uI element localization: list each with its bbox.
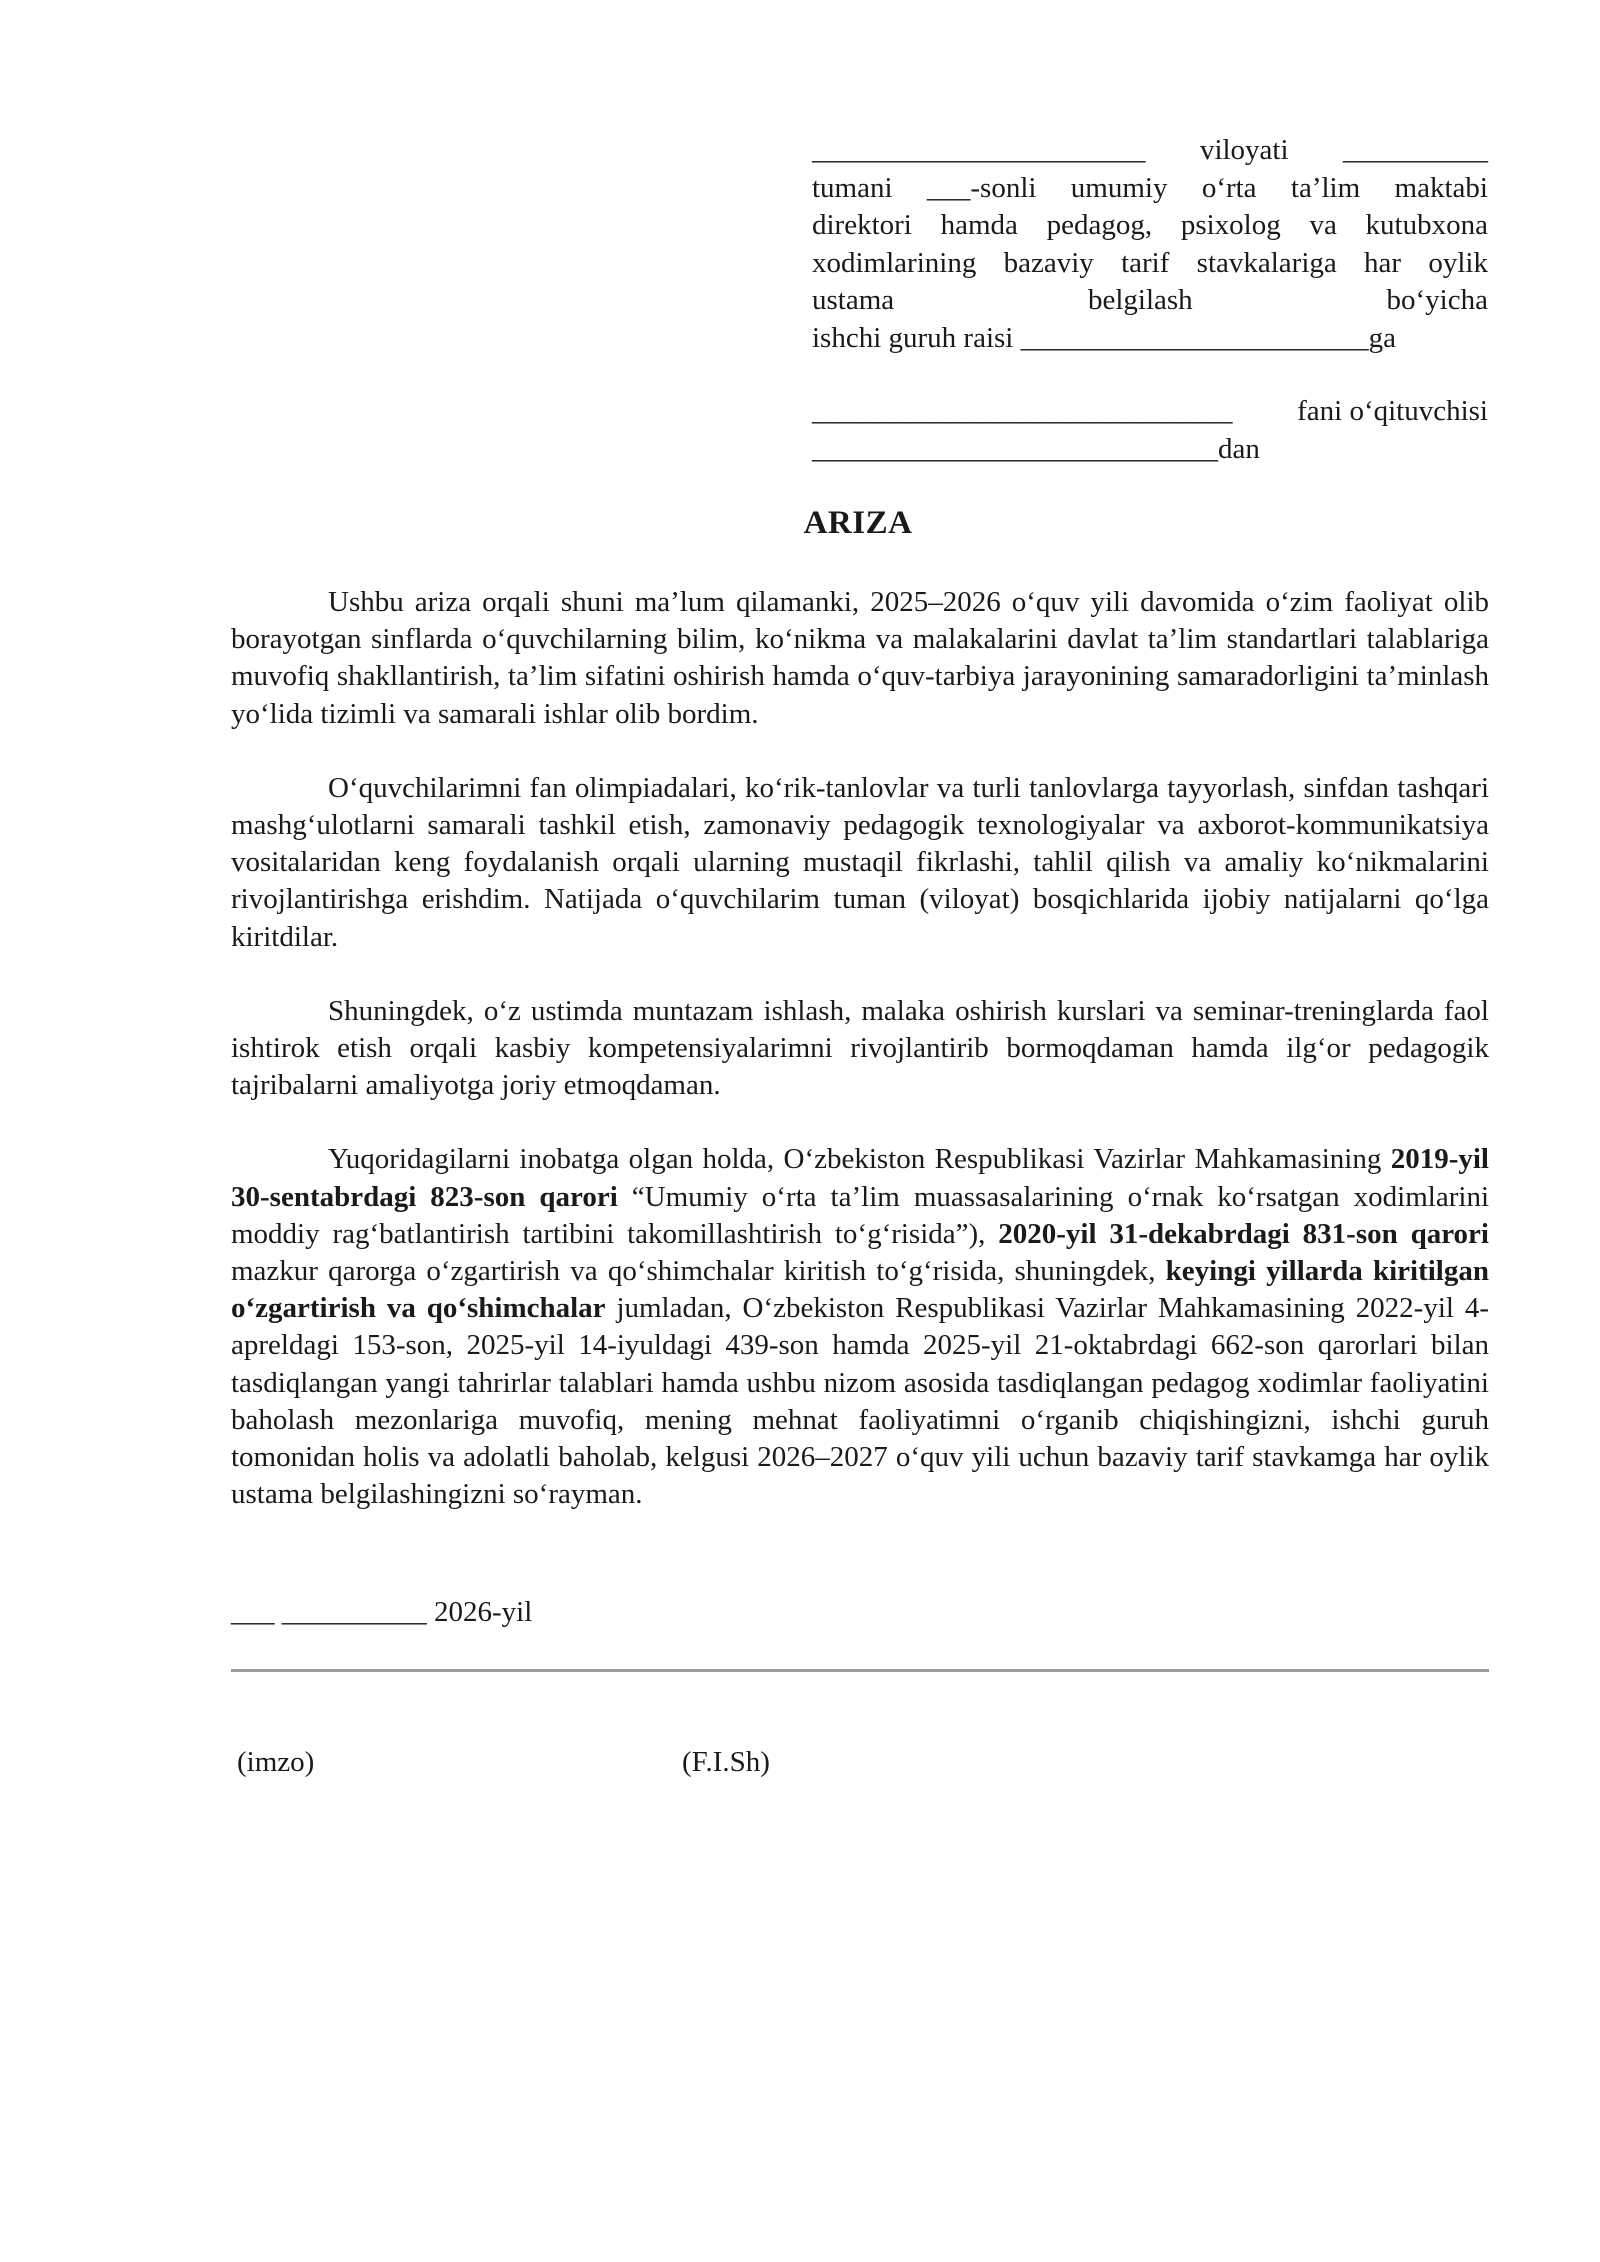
word: har (1364, 246, 1402, 279)
word: o‘rta (1201, 171, 1257, 204)
word: ustama (812, 284, 895, 316)
word: umumiy (1070, 171, 1168, 204)
word: tumani (812, 171, 893, 204)
signature-label: (imzo) (237, 1746, 315, 1778)
region-blank-2: __________ (1342, 134, 1488, 166)
addressee-line-4 (812, 245, 1488, 283)
word: bo‘yicha (1386, 284, 1488, 316)
region-blank: _______________________ (812, 134, 1146, 166)
paragraph-4 (231, 1141, 1489, 1513)
document-title: ARIZA (803, 505, 913, 541)
region-word: viloyati (1199, 134, 1289, 166)
paragraph-3: Shuningdek, o‘z ustimda muntazam ishlash, malaka oshirish kurslari va seminar-treninglarda faol ishtirok etish orqali kasbiy kompetensiyalarimni rivojlantirib bormoqdaman hamda ilg‘or pedagogik tajribalarni amaliyotga joriy etmoqdaman. (231, 994, 1489, 1102)
word: maktabi (1394, 171, 1488, 204)
document-body (231, 584, 1489, 1550)
paragraph-4-text: jumladan, O‘zbekiston Respublikasi Vazirlar Mahkamasining 2022-yil 4-apreldagi 153-son, 2025-yil 14-iyuldagi 439-son hamda 2025-yil 21-oktabrdagi 662-son qarorlari bilan tasdiqlangan yangi tahrirlar talablari hamda ushbu nizom asosida tasdiqlangan pedagog xodimlar faoliyatini baholash mezonlariga muvofiq, mening mehnat faoliyatimni o‘rganib chiqishingizni, ishchi guruh tomonidan holis va adolatli baholab, kelgusi 2026–2027 o‘quv yili uchun bazaviy tarif stavkamga har oylik ustama belgilashingizni so‘rayman. (231, 1292, 1489, 1511)
addressee-line-6 (812, 320, 1488, 358)
sender-block (812, 393, 1488, 468)
full-name-label: (F.I.Sh) (682, 1746, 770, 1778)
chair-name-line: ishchi guruh raisi ________________________ga (812, 321, 1396, 354)
addressee-line-3 (812, 207, 1488, 245)
paragraph-1: Ushbu ariza orqali shuni ma’lum qilamanki, 2025–2026 o‘quv yili davomida o‘zim faoliyat olib borayotgan sinflarda o‘quvchilarning bilim, ko‘nikma va malakalarini davlat ta’lim standartlari talablariga muvofiq shakllantirish, ta’lim sifatini oshirish hamda o‘quv-tarbiya jarayonining samaradorligini ta’minlash yo‘lida tizimli va samarali ishlar olib bordim. (231, 586, 1489, 730)
word: belgilash (1087, 284, 1193, 316)
paragraph-4-text: Yuqoridagilarni inobatga olgan holda, O‘zbekiston Respublikasi Vazirlar Mahkamasining (328, 1143, 1391, 1176)
sender-line-2 (812, 431, 1488, 469)
word: va (1309, 209, 1337, 241)
paragraph-4-text: “Umumiy o‘rta ta’lim muassasalarining o‘rnak ko‘rsatgan xodimlarini moddiy rag‘batlantirish tartibini takomillashtirish to‘g‘risida”), (231, 1180, 1489, 1250)
school-number-blank: ___-sonli (926, 171, 1037, 204)
word: hamda (940, 209, 1018, 241)
word: ta’lim (1290, 171, 1361, 204)
word: direktori (812, 209, 912, 241)
word: bazaviy (1003, 246, 1094, 279)
word: pedagog, (1046, 209, 1153, 241)
date-line: ___ __________ 2026-yil (231, 1596, 533, 1628)
addressee-line-2 (812, 170, 1488, 208)
teacher-label: fani o‘qituvchisi (1297, 395, 1488, 427)
paragraph-4-bold: 2020-yil 31-dekabrdagi 831-son qarori (998, 1217, 1489, 1250)
subject-blank: _____________________________ (812, 395, 1233, 427)
addressee-line-5 (812, 282, 1488, 320)
word: kutubxona (1365, 209, 1488, 241)
word: xodimlarining (812, 246, 977, 279)
word: tarif (1121, 246, 1170, 279)
sender-name-line: ____________________________dan (812, 432, 1260, 465)
signature-divider (231, 1669, 1489, 1672)
word: oylik (1428, 246, 1488, 279)
paragraph-4-text: mazkur qarorga o‘zgartirish va qo‘shimchalar kiritish to‘g‘risida, shuningdek, (231, 1255, 1166, 1288)
addressee-line-1 (812, 132, 1488, 170)
paragraph-2: O‘quvchilarimni fan olimpiadalari, ko‘rik-tanlovlar va turli tanlovlarga tayyorlash, sinfdan tashqari mashg‘ulotlarni samarali tashkil etish, zamonaviy pedagogik texnologiyalar va axborot-kommunikatsiya vositalaridan keng foydalanish orqali ularning mustaqil fikrlashi, tahlil qilish va amaliy ko‘nikmalarini rivojlantirishga erishdim. Natijada o‘quvchilarim tuman (viloyat) bosqichlarida ijobiy natijalarni qo‘lga kiritdilar. (231, 771, 1489, 953)
paragraph-4-bold: 2019-yil 30-sentabrdagi 823-son qarori (231, 1143, 1489, 1213)
sender-line-1 (812, 393, 1488, 431)
paragraph-4-bold: keyingi yillarda kiritilgan o‘zgartirish va qo‘shimchalar (231, 1255, 1489, 1325)
word: psixolog (1180, 209, 1281, 241)
word: stavkalariga (1196, 246, 1337, 279)
addressee-block (812, 132, 1488, 357)
